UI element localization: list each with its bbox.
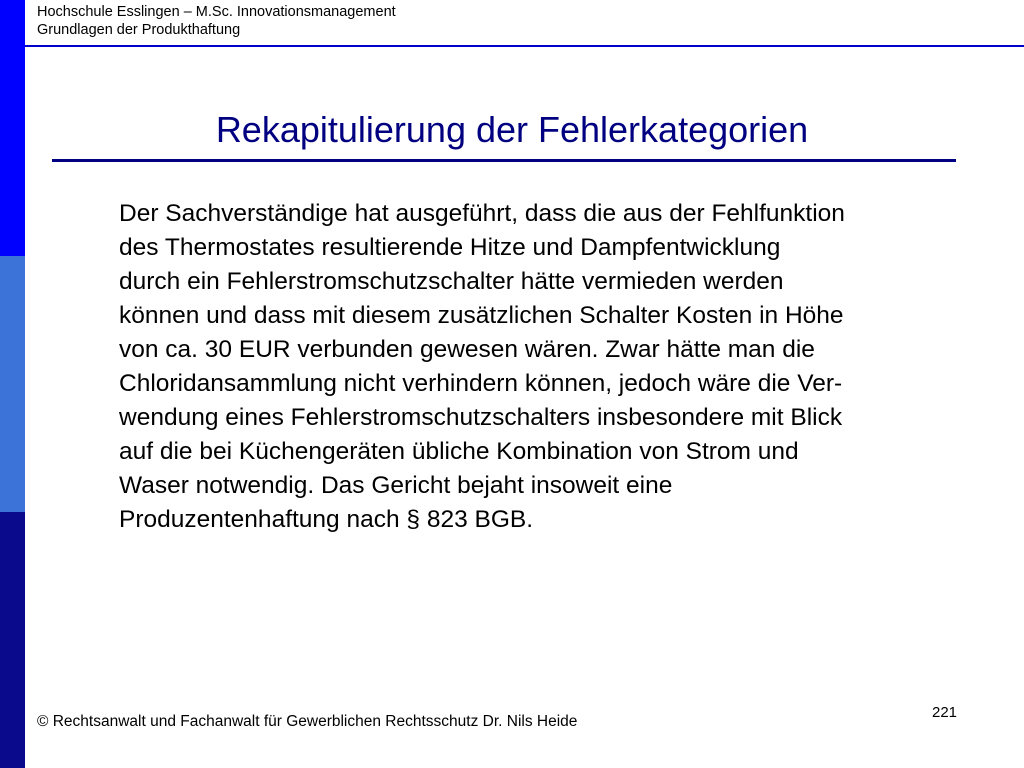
header-institution: Hochschule Esslingen – M.Sc. Innovationsmanagement [37, 4, 396, 20]
body-line: Waser notwendig. Das Gericht bejaht insoweit eine [119, 472, 673, 499]
body-line: Produzentenhaftung nach § 823 BGB. [119, 506, 534, 533]
body-line: des Thermostates resultierende Hitze und Dampfentwicklung [119, 234, 781, 261]
slide-title: Rekapitulierung der Fehlerkategorien [215, 109, 809, 150]
body-line: können und dass mit diesem zusätzlichen Schalter Kosten in Höhe [119, 302, 844, 329]
body-paragraph [119, 197, 979, 537]
page-number: 221 [932, 704, 958, 721]
slide-header [37, 3, 937, 39]
header-divider [25, 45, 1024, 47]
footer-copyright: © Rechtsanwalt und Fachanwalt für Gewerblichen Rechtsschutz Dr. Nils Heide [37, 713, 578, 730]
sidebar-segment-middle [0, 256, 25, 512]
body-line: Chloridansammlung nicht verhindern können, jedoch wäre die Ver- [119, 370, 843, 397]
sidebar-segment-bottom [0, 512, 25, 768]
body-line: durch ein Fehlerstromschutzschalter hätte vermieden werden [119, 268, 784, 295]
title-underline [52, 159, 956, 162]
body-line: von ca. 30 EUR verbunden gewesen wären. Zwar hätte man die [119, 336, 815, 363]
body-line: Der Sachverständige hat ausgeführt, dass die aus der Fehlfunktion [119, 200, 845, 227]
body-line: auf die bei Küchengeräten übliche Kombination von Strom und [119, 438, 799, 465]
header-course: Grundlagen der Produkthaftung [37, 22, 241, 38]
body-line: wendung eines Fehlerstromschutzschalters insbesondere mit Blick [119, 404, 843, 431]
